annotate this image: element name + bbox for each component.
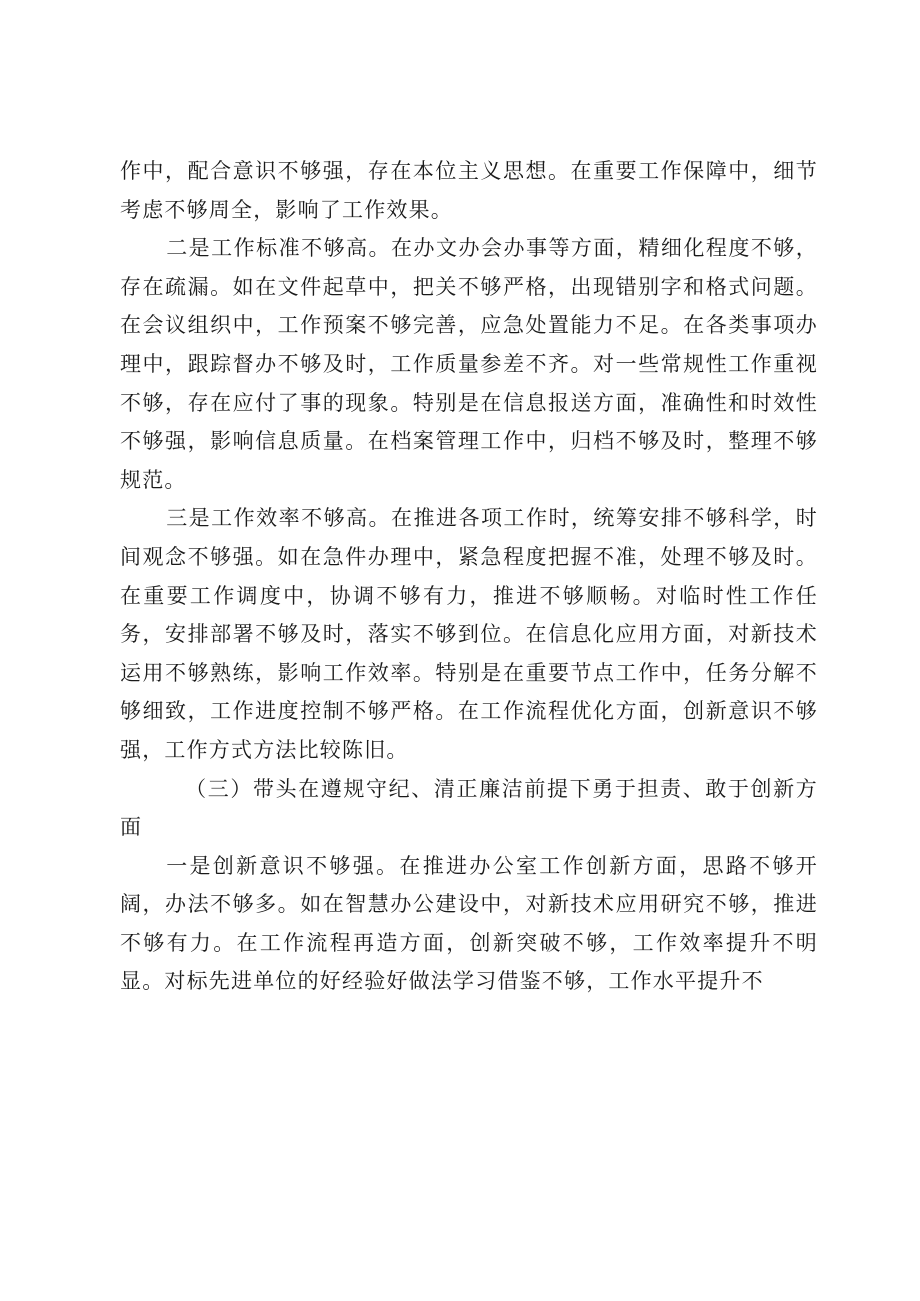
paragraph-work-standard: 二是工作标准不够高。在办文办会办事等方面，精细化程度不够，存在疏漏。如在文件起草中，把关不够严格，出现错别字和格式问题。在会议组织中，工作预案不够完善，应急处置能力不足。在各类事项办理中，跟踪督办不够及时，工作质量参差不齐。对一些常规性工作重视不够，存在应付了事的现象。特别是在信息报送方面，准确性和时效性不够强，影响信息质量。在档案管理工作中，归档不够及时，整理不够规范。 bbox=[120, 236, 818, 492]
document-body bbox=[120, 152, 818, 1001]
paragraph-work-efficiency: 三是工作效率不够高。在推进各项工作时，统筹安排不够科学，时间观念不够强。如在急件办理中，紧急程度把握不准，处理不够及时。在重要工作调度中，协调不够有力，推进不够顺畅。对临时性工作任务，安排部署不够及时，落实不够到位。在信息化应用方面，对新技术运用不够熟练，影响工作效率。特别是在重要节点工作中，任务分解不够细致，工作进度控制不够严格。在工作流程优化方面，创新意识不够强，工作方式方法比较陈旧。 bbox=[120, 506, 818, 762]
section-heading-three: （三）带头在遵规守纪、清正廉洁前提下勇于担责、敢于创新方面 bbox=[120, 776, 818, 840]
paragraph-continuation: 作中，配合意识不够强，存在本位主义思想。在重要工作保障中，细节考虑不够周全，影响了工作效果。 bbox=[120, 159, 818, 222]
paragraph-innovation: 一是创新意识不够强。在推进办公室工作创新方面，思路不够开阔，办法不够多。如在智慧办公建设中，对新技术应用研究不够，推进不够有力。在工作流程再造方面，创新突破不够，工作效率提升不明显。对标先进单位的好经验好做法学习借鉴不够，工作水平提升不 bbox=[120, 853, 818, 994]
